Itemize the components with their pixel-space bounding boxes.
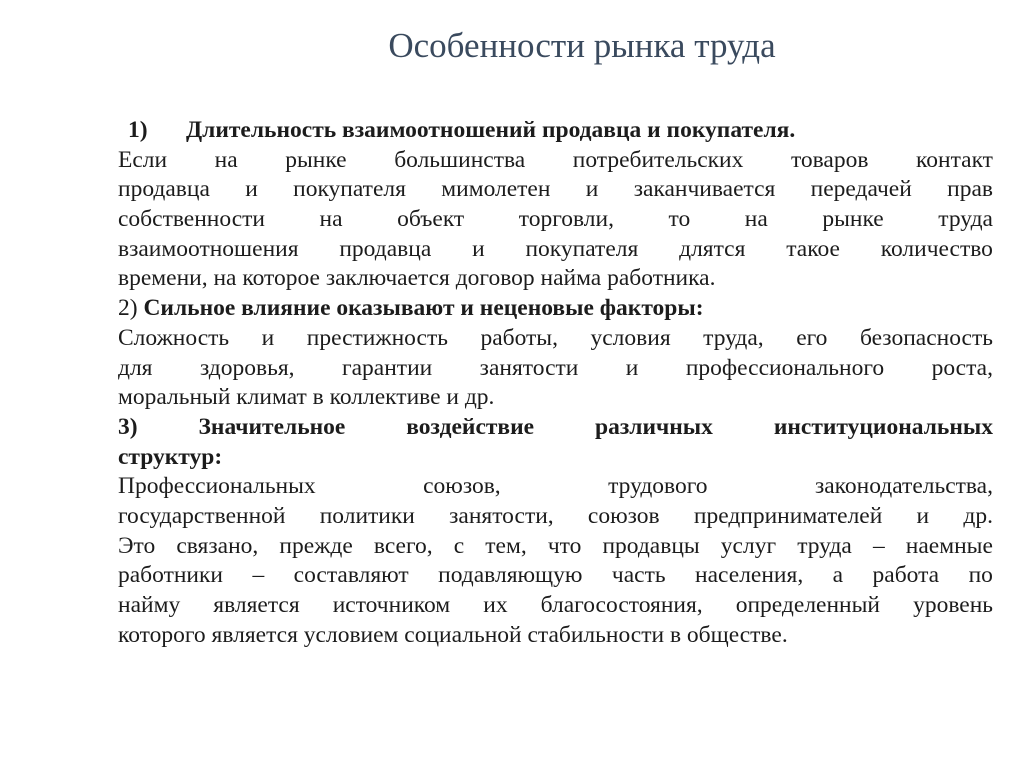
word: труда [938, 206, 993, 233]
word: их [483, 592, 508, 618]
word: прежде [279, 532, 353, 559]
word: труда, [703, 324, 764, 351]
word: Это [118, 532, 156, 559]
word: торговли, [518, 206, 614, 233]
word: длятся [679, 235, 746, 262]
word: гарантии [341, 354, 433, 381]
word: прав [947, 176, 993, 203]
item1-paragraph [118, 146, 993, 265]
item1-last-line: времени, на которое заключается договор найма работника. [118, 265, 716, 292]
word: заканчивается [633, 176, 776, 203]
heading-word: различных [595, 413, 713, 440]
word: покупателя [293, 176, 406, 203]
word: продавца [118, 176, 210, 203]
item3-text-line [118, 561, 993, 591]
item3-text-line [118, 502, 993, 532]
heading-word: воздействие [406, 413, 535, 440]
word: наемные [905, 532, 993, 559]
word: и [625, 354, 639, 381]
heading-word: институциональных [773, 413, 993, 440]
word: а [832, 562, 844, 589]
word: услуг [720, 532, 777, 559]
word: связано, [176, 532, 259, 559]
word: уровень [913, 592, 993, 618]
item2-text-line [118, 324, 993, 354]
word: продавцы [602, 532, 700, 559]
slide-title: Особенности рынка труда [388, 26, 776, 65]
word: Если [118, 146, 168, 173]
word: здоровья, [199, 354, 295, 381]
item2-heading [118, 294, 993, 324]
word: по [968, 562, 993, 589]
word: его [796, 324, 828, 351]
slide-body [118, 116, 993, 650]
word: занятости [479, 354, 579, 381]
word: составляют [293, 562, 409, 589]
heading-word: Значительное [198, 413, 346, 440]
word: товаров [790, 146, 869, 173]
word: и [261, 324, 275, 351]
word: благосостояния, [540, 592, 703, 618]
word: населения, [695, 562, 804, 589]
word: подавляющую [438, 562, 583, 589]
word: престижность [306, 324, 448, 351]
word: на [214, 146, 238, 173]
item2-paragraph [118, 324, 993, 383]
item2-number: 2) [118, 295, 138, 322]
item3-heading-line2: структур: [118, 443, 223, 470]
word: союзов [587, 502, 660, 529]
word: определенный [735, 592, 880, 618]
word: передачей [810, 176, 912, 203]
word: государственной [118, 502, 286, 529]
word: работы, [480, 324, 558, 351]
word: источником [332, 592, 451, 618]
word: и [472, 235, 485, 262]
word: труда [797, 532, 852, 559]
word: с [453, 532, 465, 559]
item2-last-line: моральный климат в коллективе и др. [118, 384, 495, 411]
item1-text-line [118, 175, 993, 205]
word: профессионального [685, 354, 885, 381]
item1-text-line [118, 205, 993, 235]
word: роста, [931, 354, 993, 381]
word: условия [590, 324, 671, 351]
item3-last-line: которого является условием социальной стабильности в обществе. [118, 621, 788, 648]
heading-word: 3) [118, 413, 138, 440]
word: собственности [118, 206, 265, 233]
word: трудового [608, 473, 708, 500]
word: взаимоотношения [118, 235, 299, 262]
word: тем, [485, 532, 527, 559]
item3-text-line [118, 472, 993, 502]
word: – [872, 532, 885, 559]
word: др. [963, 502, 993, 529]
item2-text-line [118, 354, 993, 384]
item3-heading-line1 [118, 413, 993, 443]
word: потребительских [572, 146, 744, 173]
word: что [547, 532, 582, 559]
word: и [585, 176, 599, 203]
word: – [252, 562, 265, 589]
item1-number: 1) [128, 117, 148, 143]
word: всего, [373, 532, 433, 559]
word: и [916, 502, 930, 529]
word: политики [319, 502, 415, 529]
item1-heading [118, 116, 993, 146]
word: большинства [394, 146, 526, 173]
word: Сложность [118, 324, 230, 351]
word: объект [397, 206, 465, 233]
word: на [744, 206, 768, 233]
item1-text-line [118, 146, 993, 176]
word: количество [880, 235, 993, 262]
word: занятости, [449, 502, 554, 529]
word: найму [118, 592, 181, 618]
word: работа [872, 562, 940, 589]
item3-paragraph [118, 472, 993, 620]
word: такое [786, 235, 840, 262]
item1-heading-text: Длительность взаимоотношений продавца и покупателя. [186, 117, 796, 143]
word: и [245, 176, 258, 203]
word: то [668, 206, 691, 233]
word: Профессиональных [118, 473, 316, 500]
word: для [118, 354, 153, 381]
word: законодательства, [814, 473, 993, 500]
word: часть [611, 562, 666, 589]
item2-heading-text: Сильное влияние оказывают и неценовые факторы: [143, 295, 704, 322]
item1-text-line [118, 235, 993, 265]
word: работники [118, 562, 223, 589]
word: контакт [916, 146, 993, 173]
word: предпринимателей [693, 502, 883, 529]
word: мимолетен [441, 176, 551, 203]
word: покупателя [525, 235, 639, 262]
word: союзов, [423, 473, 501, 500]
word: продавца [339, 235, 432, 262]
word: рынке [285, 146, 347, 173]
word: является [213, 592, 300, 618]
item3-text-line [118, 532, 993, 562]
word: рынке [822, 206, 884, 233]
item3-text-line [118, 591, 993, 621]
word: безопасность [859, 324, 993, 351]
word: на [319, 206, 343, 233]
